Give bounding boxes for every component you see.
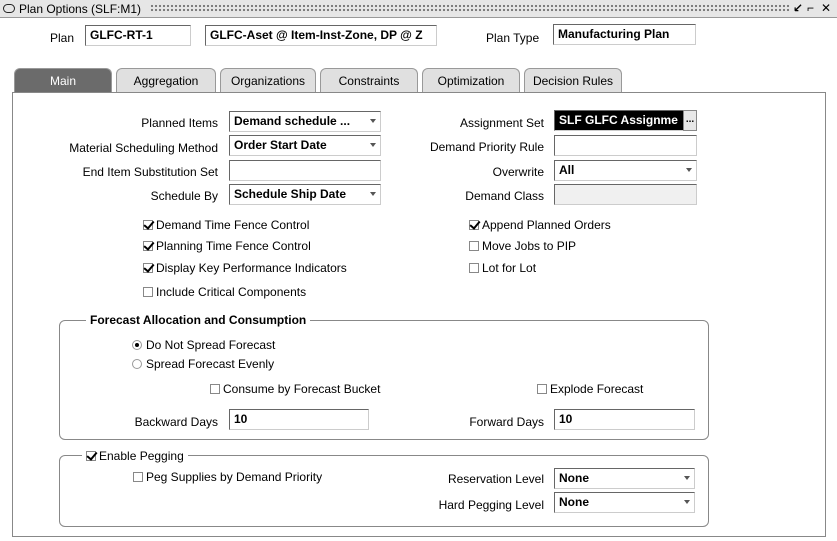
checkbox-checked-icon xyxy=(143,220,153,230)
checkbox-unchecked-icon xyxy=(133,472,143,482)
reservation-level-select[interactable] xyxy=(554,468,695,489)
hard-pegging-level-label: Hard Pegging Level xyxy=(438,498,544,512)
planned-items-label: Planned Items xyxy=(141,116,218,130)
tab-optimization[interactable]: Optimization xyxy=(422,68,520,92)
assignment-set-label: Assignment Set xyxy=(459,116,544,130)
chevron-down-icon xyxy=(370,143,376,147)
chevron-down-icon xyxy=(684,476,690,480)
window-menu-icon[interactable] xyxy=(3,4,15,13)
minimize-icon[interactable]: ↙ xyxy=(793,1,804,15)
tab-aggregation[interactable]: Aggregation xyxy=(116,68,216,92)
checkbox-checked-icon xyxy=(143,241,153,251)
peg-supplies-by-demand-priority-checkbox[interactable] xyxy=(133,470,322,484)
move-jobs-to-pip-label: Move Jobs to PIP xyxy=(482,239,577,253)
pegging-group xyxy=(59,455,709,527)
plan-type-label: Plan Type xyxy=(486,31,540,45)
planned-items-value: Demand schedule ... xyxy=(234,114,351,128)
checkbox-checked-icon xyxy=(143,263,153,273)
schedule-by-value: Schedule Ship Date xyxy=(234,187,347,201)
demand-priority-rule-field[interactable] xyxy=(554,135,697,156)
tab-decision-rules[interactable]: Decision Rules xyxy=(524,68,622,92)
overwrite-value: All xyxy=(559,163,575,177)
checkbox-unchecked-icon xyxy=(469,263,479,273)
radio-selected-icon xyxy=(132,340,142,350)
title-bar-pattern xyxy=(150,4,790,13)
checkbox-checked-icon xyxy=(469,220,479,230)
window-title-bar xyxy=(0,0,837,18)
demand-priority-rule-label: Demand Priority Rule xyxy=(429,140,544,154)
display-kpi-label: Display Key Performance Indicators xyxy=(156,261,347,275)
end-item-substitution-label: End Item Substitution Set xyxy=(82,165,218,179)
include-critical-components-label: Include Critical Components xyxy=(156,285,307,299)
consume-by-forecast-bucket-label: Consume by Forecast Bucket xyxy=(223,382,381,396)
planned-items-select[interactable] xyxy=(229,111,381,132)
checkbox-unchecked-icon xyxy=(469,241,479,251)
enable-pegging-label: Enable Pegging xyxy=(99,449,184,463)
checkbox-unchecked-icon xyxy=(210,384,220,394)
planning-time-fence-checkbox[interactable] xyxy=(143,239,311,253)
spread-forecast-evenly-radio[interactable] xyxy=(132,357,274,371)
window-title: Plan Options (SLF:M1) xyxy=(19,2,142,16)
schedule-by-select[interactable] xyxy=(229,184,381,205)
close-icon[interactable]: ✕ xyxy=(821,1,832,15)
checkbox-unchecked-icon xyxy=(143,287,153,297)
chevron-down-icon xyxy=(686,168,692,172)
plan-label: Plan xyxy=(50,31,75,45)
chevron-down-icon xyxy=(684,500,690,504)
lot-for-lot-checkbox[interactable] xyxy=(469,261,536,275)
tab-constraints[interactable]: Constraints xyxy=(320,68,418,92)
overwrite-label: Overwrite xyxy=(492,165,544,179)
enable-pegging-checkbox[interactable] xyxy=(82,449,188,463)
material-scheduling-label: Material Scheduling Method xyxy=(69,141,218,155)
forward-days-label: Forward Days xyxy=(469,415,544,429)
tab-main[interactable]: Main xyxy=(14,68,112,92)
overwrite-select[interactable] xyxy=(554,160,697,181)
assignment-set-field[interactable]: SLF GLFC Assignme xyxy=(554,110,684,131)
peg-supplies-by-demand-priority-label: Peg Supplies by Demand Priority xyxy=(146,470,323,484)
reservation-level-value: None xyxy=(559,471,589,485)
plan-description-field[interactable]: GLFC-Aset @ Item-Inst-Zone, DP @ Z xyxy=(205,25,437,46)
append-planned-orders-label: Append Planned Orders xyxy=(482,218,611,232)
demand-time-fence-label: Demand Time Fence Control xyxy=(156,218,310,232)
checkbox-checked-icon xyxy=(86,451,96,461)
hard-pegging-level-select[interactable] xyxy=(554,492,695,513)
material-scheduling-value: Order Start Date xyxy=(234,138,327,152)
explode-forecast-label: Explode Forecast xyxy=(550,382,644,396)
maximize-icon[interactable]: ⌐ xyxy=(807,1,815,15)
backward-days-label: Backward Days xyxy=(134,415,218,429)
lot-for-lot-label: Lot for Lot xyxy=(482,261,537,275)
display-kpi-checkbox[interactable] xyxy=(143,261,347,275)
append-planned-orders-checkbox[interactable] xyxy=(469,218,611,232)
demand-time-fence-checkbox[interactable] xyxy=(143,218,309,232)
plan-type-field[interactable]: Manufacturing Plan xyxy=(553,24,696,45)
hard-pegging-level-value: None xyxy=(559,495,589,509)
explode-forecast-checkbox[interactable] xyxy=(537,382,643,396)
chevron-down-icon xyxy=(370,119,376,123)
consume-by-forecast-bucket-checkbox[interactable] xyxy=(210,382,380,396)
move-jobs-to-pip-checkbox[interactable] xyxy=(469,239,576,253)
do-not-spread-forecast-radio[interactable] xyxy=(132,338,275,352)
planning-time-fence-label: Planning Time Fence Control xyxy=(156,239,311,253)
reservation-level-label: Reservation Level xyxy=(447,472,544,486)
backward-days-field[interactable]: 10 xyxy=(229,409,369,430)
tab-organizations[interactable]: Organizations xyxy=(220,68,316,92)
material-scheduling-select[interactable] xyxy=(229,135,381,156)
spread-forecast-evenly-label: Spread Forecast Evenly xyxy=(146,357,275,371)
assignment-set-lov-button[interactable]: ... xyxy=(683,110,697,131)
demand-class-label: Demand Class xyxy=(465,189,544,203)
plan-field[interactable]: GLFC-RT-1 xyxy=(85,25,191,46)
chevron-down-icon xyxy=(370,192,376,196)
include-critical-components-checkbox[interactable] xyxy=(143,285,306,299)
do-not-spread-forecast-label: Do Not Spread Forecast xyxy=(146,338,276,352)
schedule-by-label: Schedule By xyxy=(150,189,218,203)
forecast-allocation-title: Forecast Allocation and Consumption xyxy=(86,313,310,327)
radio-unselected-icon xyxy=(132,359,142,369)
end-item-substitution-field[interactable] xyxy=(229,160,381,181)
checkbox-unchecked-icon xyxy=(537,384,547,394)
demand-class-field[interactable] xyxy=(554,184,697,205)
forward-days-field[interactable]: 10 xyxy=(554,409,695,430)
